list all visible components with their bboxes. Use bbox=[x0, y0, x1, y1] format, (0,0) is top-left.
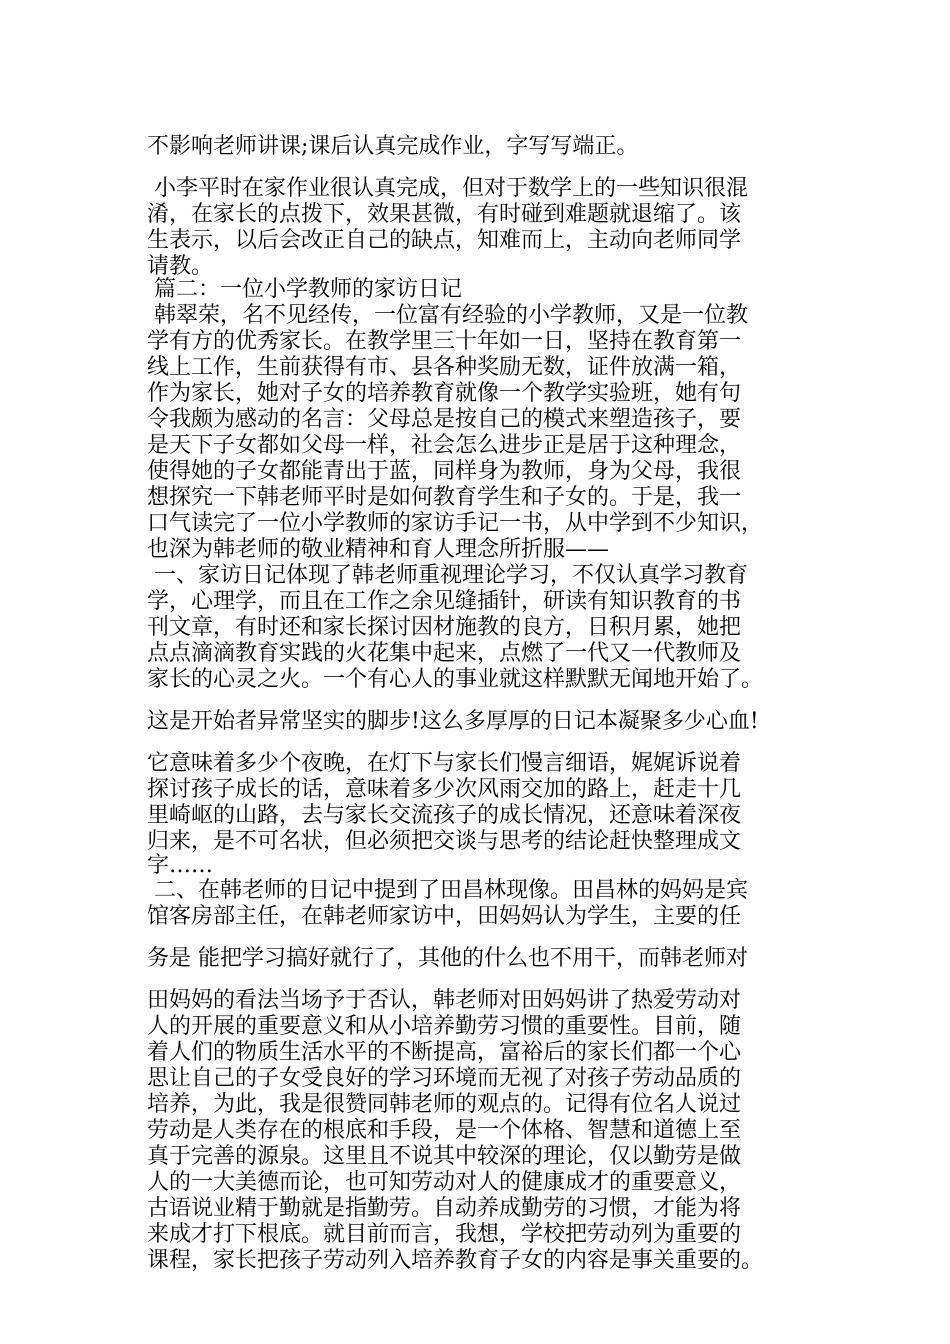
text-line: 请教。 bbox=[147, 254, 214, 279]
text-line: 课程，家长把孩子劳动列入培养教育子女的内容是事关重要的。 bbox=[147, 1248, 764, 1273]
text-line: 字…… bbox=[147, 853, 214, 878]
text-line: 使得她的子女都能青出于蓝，同样身为教师，身为父母，我很 bbox=[147, 459, 742, 484]
text-line: 学有方的优秀家长。在教学里三十年如一日，坚持在教育第一 bbox=[147, 329, 742, 354]
text-line: 也深为韩老师的敬业精神和育人理念所折服—— bbox=[147, 537, 610, 562]
text-line: 这是开始者异常坚实的脚步!这么多厚厚的日记本凝聚多少心血! bbox=[147, 709, 759, 734]
text-line: 口气读完了一位小学教师的家访手记一书，从中学到不少知识， bbox=[147, 511, 764, 536]
text-line: 一、家访日记体现了韩老师重视理论学习，不仅认真学习教育 bbox=[147, 563, 748, 588]
text-line: 务是 能把学习搞好就行了，其他的什么也不用干，而韩老师对 bbox=[147, 946, 748, 971]
text-line: 家长的心灵之火。一个有心人的事业就这样默默无闻地开始了。 bbox=[147, 667, 764, 692]
text-line: 里崎岖的山路，去与家长交流孩子的成长情况，还意味着深夜 bbox=[147, 803, 742, 828]
text-line: 归来，是不可名状，但必须把交谈与思考的结论赶快整理成文 bbox=[147, 829, 742, 854]
text-line: 着人们的物质生活水平的不断提高，富裕后的家长们都一个心 bbox=[147, 1040, 742, 1065]
text-line: 培养，为此，我是很赞同韩老师的观点的。记得有位名人说过 bbox=[147, 1092, 742, 1117]
text-line: 学，心理学，而且在工作之余见缝插针，研读有知识教育的书 bbox=[147, 589, 742, 614]
text-line: 古语说业精于勤就是指勤劳。自动养成勤劳的习惯，才能为将 bbox=[147, 1196, 742, 1221]
text-line: 线上工作，生前获得有市、县各种奖励无数，证件放满一箱， bbox=[147, 355, 742, 380]
text-line: 真于完善的源泉。这里且不说其中较深的理论，仅以勤劳是做 bbox=[147, 1144, 742, 1169]
text-line: 刊文章，有时还和家长探讨因材施教的良方，日积月累，她把 bbox=[147, 615, 742, 640]
text-line: 不影响老师讲课;课后认真完成作业，字写写端正。 bbox=[147, 134, 639, 159]
text-line: 是天下子女都如父母一样，社会怎么进步正是居于这种理念， bbox=[147, 433, 742, 458]
text-line: 人的开展的重要意义和从小培养勤劳习惯的重要性。目前，随 bbox=[147, 1014, 742, 1039]
text-line: 它意味着多少个夜晚，在灯下与家长们慢言细语，娓娓诉说着 bbox=[147, 751, 742, 776]
text-line: 生表示，以后会改正自己的缺点，知难而上，主动向老师同学 bbox=[147, 228, 742, 253]
text-line: 二、在韩老师的日记中提到了田昌林现像。田昌林的妈妈是宾 bbox=[147, 878, 748, 903]
text-line: 田妈妈的看法当场予于否认，韩老师对田妈妈讲了热爱劳动对 bbox=[147, 988, 742, 1013]
text-line: 想探究一下韩老师平时是如何教育学生和子女的。于是，我一 bbox=[147, 485, 742, 510]
text-line: 令我颇为感动的名言：父母总是按自己的模式来塑造孩子，要 bbox=[147, 407, 742, 432]
text-line: 点点滴滴教育实践的火花集中起来，点燃了一代又一代教师及 bbox=[147, 641, 742, 666]
text-line: 韩翠荣，名不见经传，一位富有经验的小学教师，又是一位教 bbox=[147, 303, 748, 328]
text-line: 探讨孩子成长的话，意味着多少次风雨交加的路上，赶走十几 bbox=[147, 777, 742, 802]
section-heading: 篇二：一位小学教师的家访日记 bbox=[147, 277, 462, 302]
text-line: 来成才打下根底。就目前而言，我想，学校把劳动列为重要的 bbox=[147, 1222, 742, 1247]
text-line: 小李平时在家作业很认真完成，但对于数学上的一些知识很混 bbox=[147, 176, 748, 201]
text-line: 劳动是人类存在的根底和手段，是一个体格、智慧和道德上至 bbox=[147, 1118, 742, 1143]
text-line: 思让自己的子女受良好的学习环境而无视了对孩子劳动品质的 bbox=[147, 1066, 742, 1091]
text-line: 人的一大美德而论，也可知劳动对人的健康成才的重要意义， bbox=[147, 1170, 742, 1195]
text-line: 作为家长，她对子女的培养教育就像一个教学实验班，她有句 bbox=[147, 381, 742, 406]
text-line: 馆客房部主任，在韩老师家访中，田妈妈认为学生，主要的任 bbox=[147, 904, 742, 929]
text-line: 淆，在家长的点拨下，效果甚微，有时碰到难题就退缩了。该 bbox=[147, 202, 742, 227]
